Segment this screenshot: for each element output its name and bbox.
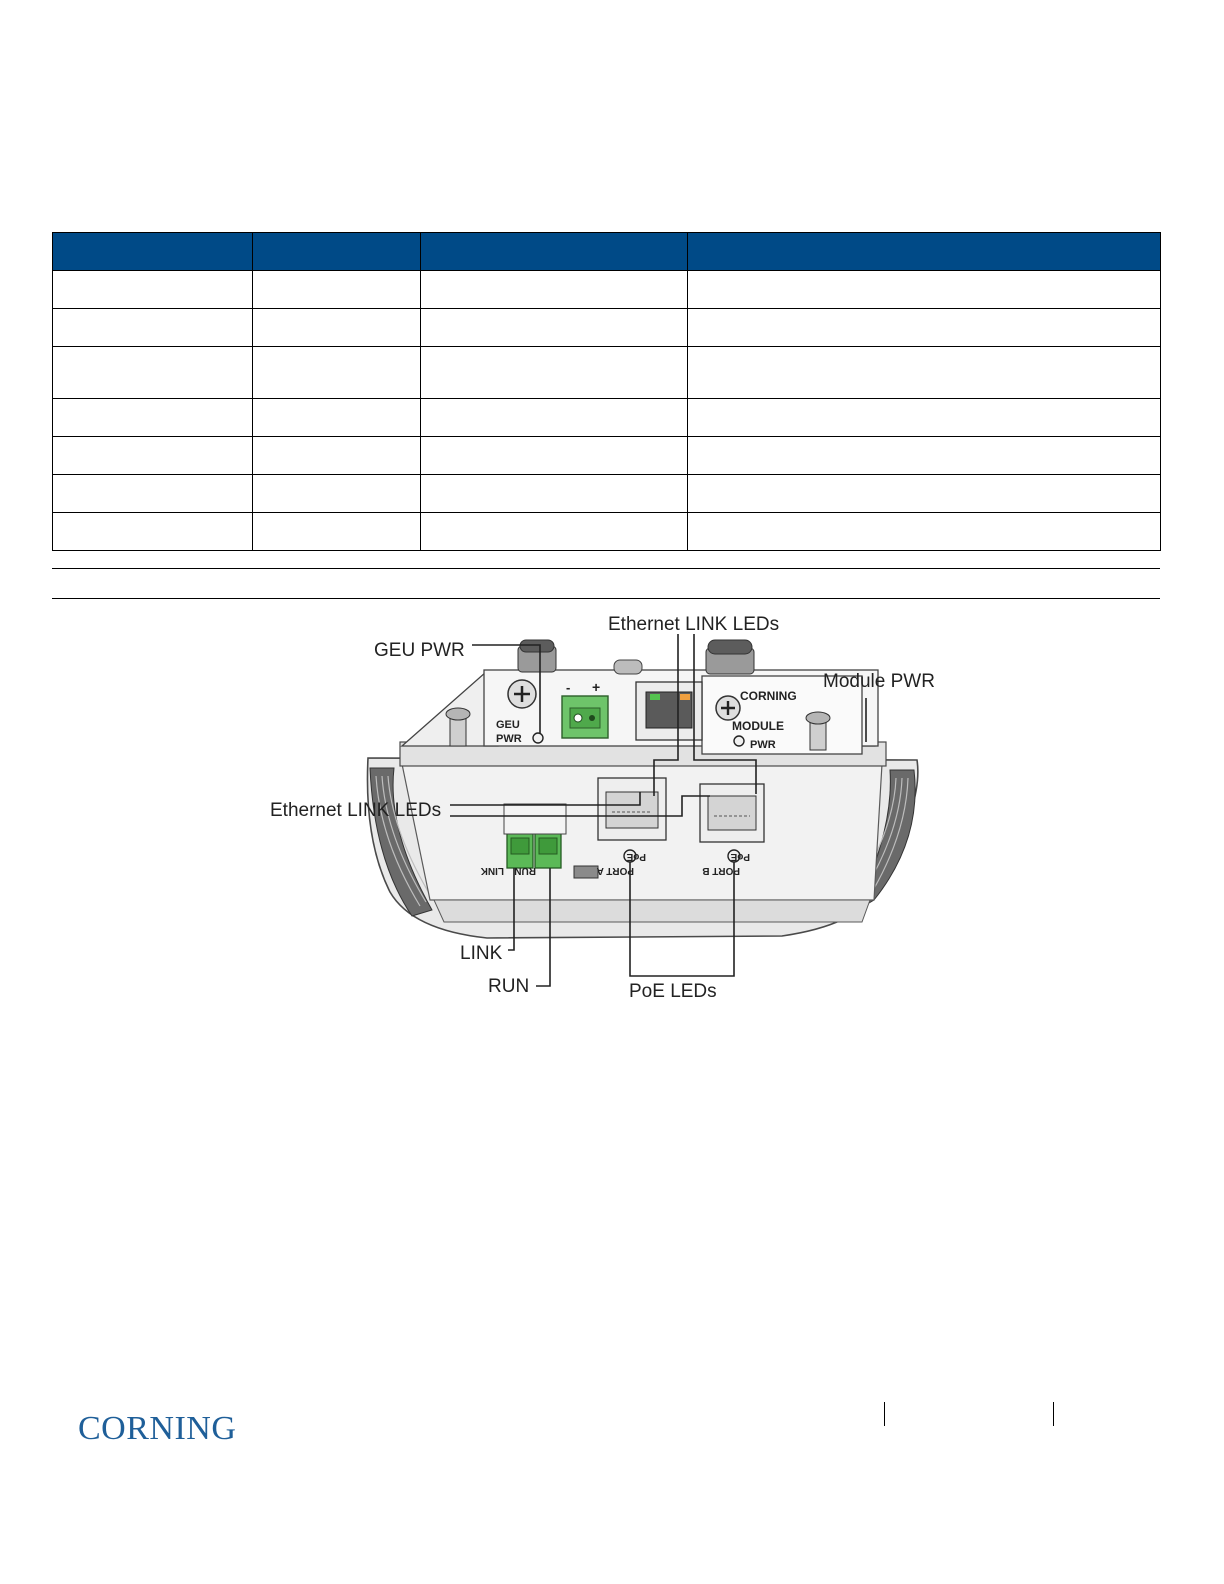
callout-module-pwr: Module PWR bbox=[823, 671, 935, 692]
table-cell bbox=[688, 347, 1161, 399]
run-terminal-block bbox=[535, 832, 561, 868]
table-cell bbox=[688, 399, 1161, 437]
table-header-cell bbox=[253, 233, 421, 271]
table-cell bbox=[253, 513, 421, 551]
table-cell bbox=[53, 475, 253, 513]
table-cell bbox=[688, 475, 1161, 513]
table-header-cell bbox=[688, 233, 1161, 271]
pwr-silk-label: PWR bbox=[496, 733, 522, 745]
housing-lower-rim bbox=[434, 900, 870, 922]
table-row bbox=[53, 271, 1161, 309]
geu-silk-label: GEU bbox=[496, 719, 520, 731]
table-cell bbox=[421, 437, 688, 475]
table-cell bbox=[421, 271, 688, 309]
table-cell bbox=[253, 271, 421, 309]
table-header-row bbox=[53, 233, 1161, 271]
table-row bbox=[53, 309, 1161, 347]
geu-device-drawing bbox=[262, 600, 982, 1012]
module-pwr-silk-label: PWR bbox=[750, 739, 776, 751]
table-cell bbox=[53, 347, 253, 399]
port-b-ethernet bbox=[700, 784, 764, 842]
center-knob bbox=[614, 660, 642, 674]
screw-right bbox=[806, 712, 830, 750]
table-cell bbox=[253, 437, 421, 475]
module-silk-label: MODULE bbox=[732, 719, 784, 733]
ce-mark bbox=[574, 866, 598, 878]
callout-geu-pwr: GEU PWR bbox=[374, 640, 465, 661]
geu-phillips-screw bbox=[508, 680, 536, 708]
minus-silk-label: - bbox=[566, 680, 571, 695]
poe-b-silk-label: PoE bbox=[730, 851, 750, 862]
link-silk-label: LINK bbox=[480, 865, 504, 876]
table-row bbox=[53, 399, 1161, 437]
callout-run: RUN bbox=[488, 976, 530, 997]
table-cell bbox=[688, 437, 1161, 475]
table-row bbox=[53, 347, 1161, 399]
table-cell bbox=[688, 513, 1161, 551]
screw-left bbox=[446, 708, 470, 746]
plus-silk-label: + bbox=[592, 679, 601, 695]
link-terminal-block bbox=[507, 832, 533, 868]
callout-poe-leds: PoE LEDs bbox=[629, 981, 717, 1002]
table-cell bbox=[421, 513, 688, 551]
table-header-cell bbox=[53, 233, 253, 271]
corning-logo: CORNING bbox=[78, 1410, 237, 1447]
table-cell bbox=[421, 309, 688, 347]
port-a-ethernet bbox=[598, 778, 666, 840]
table-cell bbox=[421, 475, 688, 513]
callout-ethernet-link-leds-left: Ethernet LINK LEDs bbox=[270, 800, 442, 821]
table-cell bbox=[53, 513, 253, 551]
table-cell bbox=[688, 271, 1161, 309]
table-row bbox=[53, 513, 1161, 551]
top-ethernet-port bbox=[636, 682, 702, 740]
port-a-silk-label: PORT A bbox=[596, 865, 634, 876]
table-cell bbox=[253, 347, 421, 399]
table-cell bbox=[688, 309, 1161, 347]
table-cell bbox=[253, 475, 421, 513]
geu-led-figure bbox=[262, 600, 982, 1012]
geu-pwr-led bbox=[533, 733, 543, 743]
antenna-knob-right-cap bbox=[708, 640, 752, 654]
module-phillips-screw bbox=[716, 696, 740, 720]
footer-separator bbox=[1053, 1402, 1054, 1426]
poe-a-silk-label: PoE bbox=[626, 851, 646, 862]
corning-silk-label: CORNING bbox=[740, 689, 797, 703]
module-pwr-led bbox=[734, 736, 744, 746]
table-cell bbox=[53, 309, 253, 347]
power-terminal-block bbox=[562, 696, 608, 738]
callout-link: LINK bbox=[460, 943, 503, 964]
table-cell bbox=[53, 271, 253, 309]
table-cell bbox=[421, 347, 688, 399]
table-cell bbox=[53, 437, 253, 475]
table-header-cell bbox=[421, 233, 688, 271]
callout-ethernet-link-leds-top: Ethernet LINK LEDs bbox=[608, 614, 780, 635]
table-cell bbox=[53, 399, 253, 437]
terminal-housing bbox=[504, 804, 566, 834]
run-silk-label: RUN bbox=[514, 865, 536, 876]
footer-separator bbox=[884, 1402, 885, 1426]
table-cell bbox=[421, 399, 688, 437]
caption-rule-bottom bbox=[52, 598, 1160, 599]
table-cell bbox=[253, 399, 421, 437]
table-cell bbox=[253, 309, 421, 347]
port-b-silk-label: PORT B bbox=[702, 865, 740, 876]
antenna-knob-left-cap bbox=[520, 640, 554, 652]
table-row bbox=[53, 437, 1161, 475]
led-status-table bbox=[52, 232, 1161, 551]
table-row bbox=[53, 475, 1161, 513]
caption-rule-top bbox=[52, 568, 1160, 569]
